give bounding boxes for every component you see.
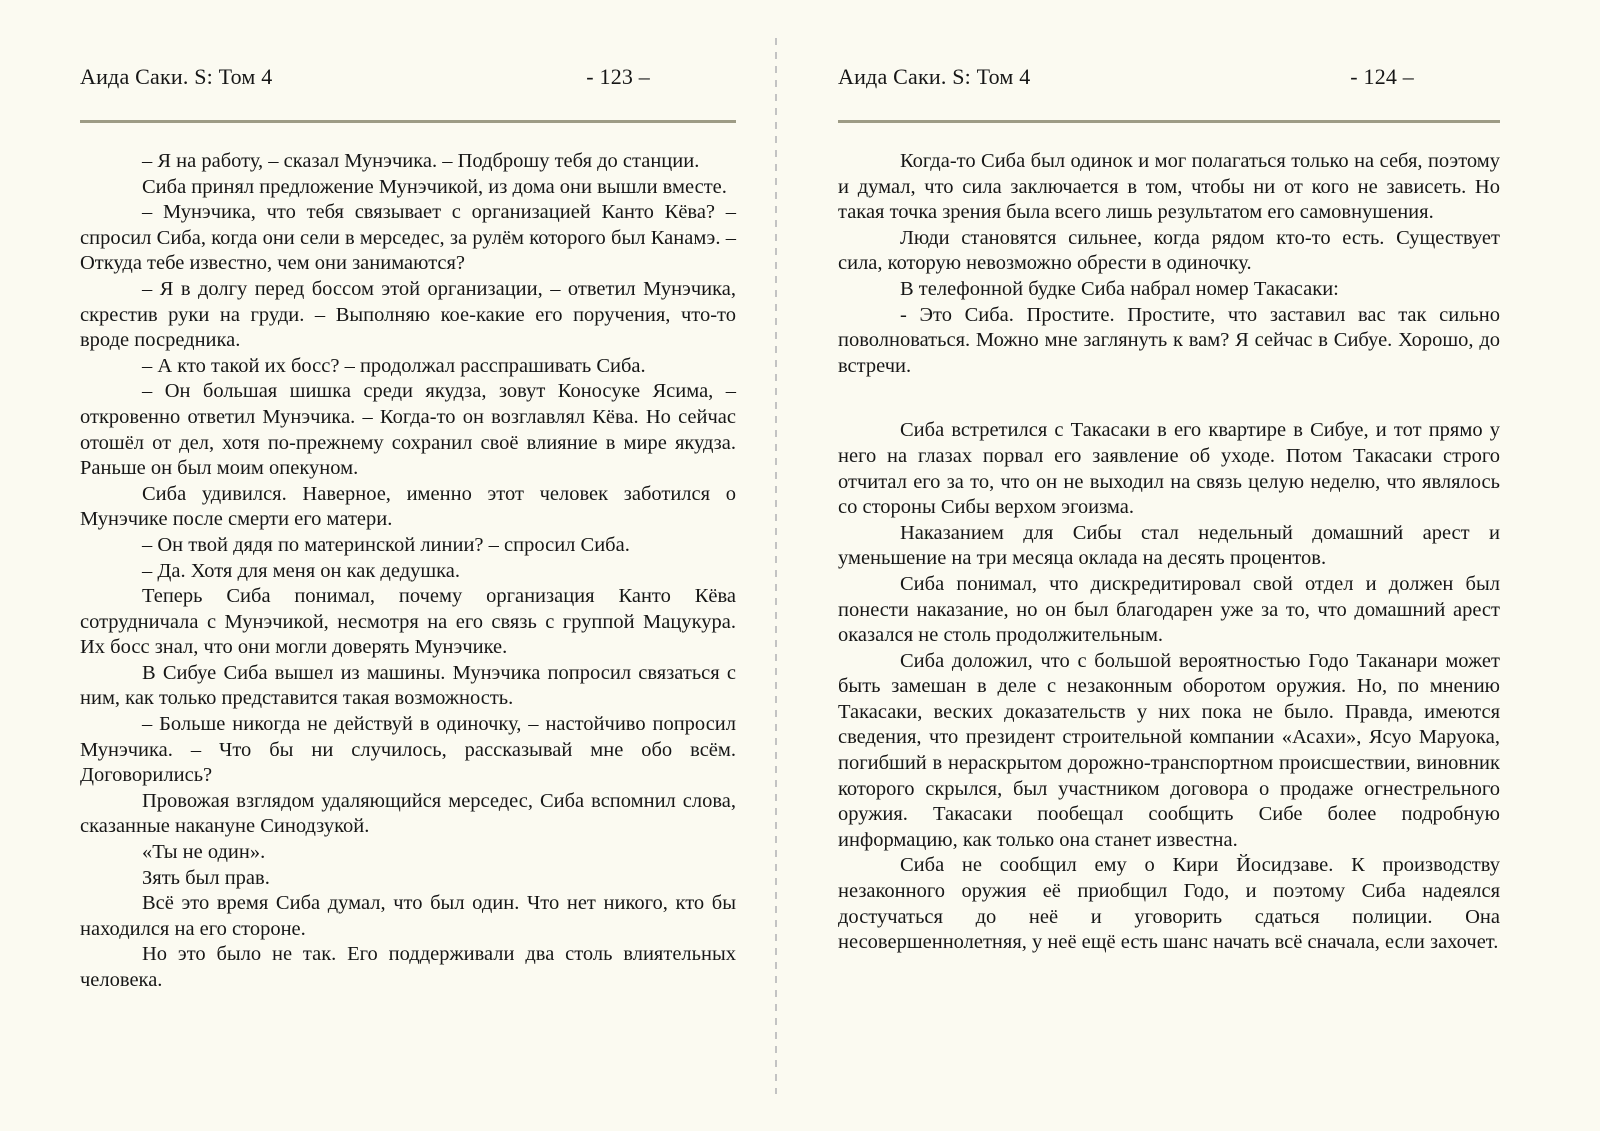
paragraph: Зять был прав.	[142, 866, 270, 889]
page-divider	[775, 38, 777, 1094]
page-body	[838, 149, 1500, 956]
paragraph: Сиба принял предложение Мунэчикой, из дома они вышли вместе.	[142, 175, 727, 198]
paragraph: Но это было не так. Его поддерживали два столь влиятельных человека.	[80, 943, 736, 991]
page-header	[838, 64, 1500, 90]
paragraph: Люди становятся сильнее, когда рядом кто-то есть. Существует сила, которую невозможно обрести в одиночку.	[838, 226, 1500, 275]
page-number: - 124 –	[1350, 64, 1414, 89]
paragraph: – Мунэчика, что тебя связывает с организацией Канто Кёва? – спросил Сиба, когда они сели в мерседес, за рулём которого был Канамэ. – Откуда тебе известно, чем они занимаются?	[80, 201, 736, 275]
paragraph: Наказанием для Сибы стал недельный домашний арест и уменьшение на три месяца оклада на десять процентов.	[838, 521, 1500, 570]
paragraph: Когда-то Сиба был одинок и мог полагаться только на себя, поэтому и думал, что сила заключается в том, чтобы ни от кого не зависеть. Но такая точка зрения была всего лишь результатом его самовнушения.	[838, 150, 1500, 224]
paragraph: – А кто такой их босс? – продолжал расспрашивать Сиба.	[142, 354, 646, 377]
paragraph: Сиба удивился. Наверное, именно этот человек заботился о Мунэчике после смерти его матери.	[80, 482, 736, 531]
scene-break	[838, 379, 1500, 418]
paragraph-quote: «Ты не один».	[142, 841, 266, 864]
paragraph: – Он твой дядя по материнской линии? – спросил Сиба.	[142, 533, 630, 556]
paragraph: Сиба не сообщил ему о Кири Йосидзаве. К производству незаконного оружия её приобщил Годо, и поэтому Сиба надеялся достучаться до неё и уговорить сдаться полиции. Она несовершеннолетняя, у неё ещё есть шанс начать всё сначала, если захочет.	[838, 854, 1500, 954]
paragraph: - Это Сиба. Простите. Простите, что заставил вас так сильно поволноваться. Можно мне заглянуть к вам? Я сейчас в Сибуе. Хорошо, до встречи.	[838, 303, 1500, 377]
paragraph: – Я на работу, – сказал Мунэчика. – Подброшу тебя до станции.	[142, 150, 700, 172]
paragraph: – Он большая шишка среди якудза, зовут Коносуке Ясима, – откровенно ответил Мунэчика. – Когда-то он возглавлял Кёва. Но сейчас отошёл от дел, хотя по-прежнему сохранил своё влияние в мире якудза. Раньше он был моим опекуном.	[80, 380, 736, 480]
paragraph: Всё это время Сиба думал, что был один. Что нет никого, кто бы находился на его стороне.	[80, 892, 736, 940]
page-124	[838, 64, 1500, 956]
paragraph: – Да. Хотя для меня он как дедушка.	[142, 559, 461, 582]
paragraph: Сиба встретился с Такасаки в его квартире в Сибуе, и тот прямо у него на глазах порвал его заявление об уходе. Потом Такасаки строго отчитал его за то, что он не выходил на связь целую неделю, что являлось со стороны Сибы верхом эгоизма.	[838, 419, 1500, 519]
paragraph: – Я в долгу перед боссом этой организации, – ответил Мунэчика, скрестив руки на груди. – Выполняю кое-какие его поручения, что-то вроде посредника.	[80, 277, 736, 352]
paragraph: В телефонной будке Сиба набрал номер Такасаки:	[900, 277, 1339, 300]
header-rule	[80, 120, 736, 123]
paragraph: Сиба доложил, что с большой вероятностью Годо Таканари может быть замешан в деле с незаконным оборотом оружия. Но, по мнению Такасаки, веских доказательств у них пока не было. Правда, имеются сведения, что президент строительной компании «Асахи», Ясуо Маруока, погибший в нераскрытом дорожно-транспортном происшествии, виновник которого скрылся, был участником договора о продаже огнестрельного оружия. Такасаки пообещал сообщить Сибе более подробную информацию, как только она станет известна.	[838, 649, 1500, 851]
header-rule	[838, 120, 1500, 123]
paragraph: – Больше никогда не действуй в одиночку, – настойчиво попросил Мунэчика. – Что бы ни случилось, рассказывай мне обо всём. Договорились?	[80, 713, 736, 787]
page-number: - 123 –	[586, 64, 650, 89]
paragraph: Теперь Сиба понимал, почему организация Канто Кёва сотрудничала с Мунэчикой, несмотря на его связь с группой Мацукура. Их босс знал, что они могли доверять Мунэчике.	[80, 585, 736, 659]
page-123	[80, 64, 736, 994]
paragraph: Провожая взглядом удаляющийся мерседес, Сиба вспомнил слова, сказанные накануне Синодзукой.	[80, 789, 736, 838]
book-title: Аида Саки. S: Том 4	[838, 64, 1031, 89]
paragraph: Сиба понимал, что дискредитировал свой отдел и должен был понести наказание, но он был благодарен уже за то, что домашний арест оказался не столь продолжительным.	[838, 572, 1500, 647]
page-body	[80, 149, 736, 994]
paragraph: В Сибуе Сиба вышел из машины. Мунэчика попросил связаться с ним, как только представится такая возможность.	[80, 661, 736, 710]
book-title: Аида Саки. S: Том 4	[80, 64, 273, 89]
page-header	[80, 64, 736, 90]
